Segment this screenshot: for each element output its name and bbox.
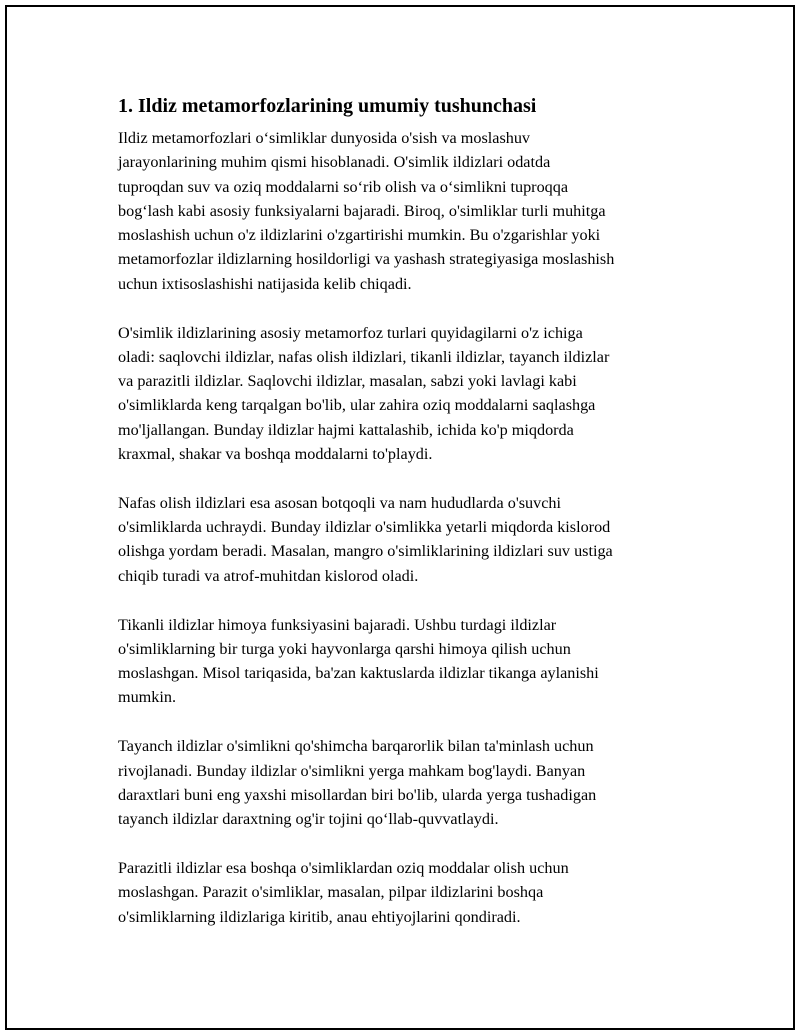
paragraph-line: O'simlik ildizlarining asosiy metamorfoz turlari quyidagilarni o'z ichiga [118, 323, 583, 342]
paragraph-line: mumkin. [118, 688, 177, 707]
paragraph [118, 856, 698, 929]
paragraph-line: metamorfozlar ildizlarning hosildorligi va yashash strategiyasiga moslashish [118, 250, 615, 269]
paragraph-line: oladi: saqlovchi ildizlar, nafas olish ildizlari, tikanli ildizlar, tayanch ildizlar [118, 347, 610, 366]
paragraph-line: olishga yordam beradi. Masalan, mangro o'simliklarining ildizlari suv ustiga [118, 542, 613, 561]
paragraph-line: o'simliklarning ildizlariga kiritib, anau ehtiyojlarini qondiradi. [118, 907, 521, 926]
paragraph-line: o'simliklarda uchraydi. Bunday ildizlar o'simlikka yetarli miqdorda kislorod [118, 518, 611, 537]
paragraph [118, 491, 698, 588]
paragraph-line: daraxtlari buni eng yaxshi misollardan biri bo'lib, ularda yerga tushadigan [118, 785, 597, 804]
paragraph [118, 734, 698, 831]
paragraph [118, 126, 698, 296]
paragraph-line: mo'ljallangan. Bunday ildizlar hajmi kattalashib, ichida ko'p miqdorda [118, 420, 574, 439]
paragraph-line: moslashish uchun o'z ildizlarini o'zgartirishi mumkin. Bu o'zgarishlar yoki [118, 226, 601, 245]
paragraph-line: kraxmal, shakar va boshqa moddalarni to'playdi. [118, 445, 433, 464]
paragraph-line: va parazitli ildizlar. Saqlovchi ildizlar, masalan, sabzi yoki lavlagi kabi [118, 372, 577, 391]
paragraph [118, 613, 698, 710]
document-body [118, 92, 698, 953]
paragraph-line: Nafas olish ildizlari esa asosan botqoqli va nam hududlarda o'suvchi [118, 493, 562, 512]
paragraph-line: Parazitli ildizlar esa boshqa o'simliklardan oziq moddalar olish uchun [118, 858, 569, 877]
paragraph-line: Ildiz metamorfozlari o‘simliklar dunyosida o'sish va moslashuv [118, 129, 531, 147]
paragraph-line: rivojlanadi. Bunday ildizlar o'simlikni yerga mahkam bog'laydi. Banyan [118, 761, 586, 780]
paragraph-line: bog‘lash kabi asosiy funksiyalarni bajaradi. Biroq, o'simliklar turli muhitga [118, 201, 606, 220]
paragraph-line: jarayonlarining muhim qismi hisoblanadi. O'simlik ildizlari odatda [118, 153, 551, 172]
paragraph-line: o'simliklarda keng tarqalgan bo'lib, ular zahira oziq moddalarni saqlashga [118, 396, 596, 415]
paragraph-line: moslashgan. Parazit o'simliklar, masalan, pilpar ildizlarini boshqa [118, 883, 544, 902]
paragraph [118, 321, 698, 467]
paragraph-line: tuproqdan suv va oziq moddalarni so‘rib olish va o‘simlikni tuproqqa [118, 177, 569, 196]
paragraph-line: chiqib turadi va atrof-muhitdan kislorod oladi. [118, 566, 419, 585]
section-title: 1. Ildiz metamorfozlarining umumiy tushunchasi [118, 95, 537, 117]
paragraph-line: uchun ixtisoslashishi natijasida kelib chiqadi. [118, 274, 412, 293]
paragraph-line: moslashgan. Misol tariqasida, ba'zan kaktuslarda ildizlar tikanga aylanishi [118, 664, 599, 683]
paragraph-line: o'simliklarning bir turga yoki hayvonlarga qarshi himoya qilish uchun [118, 639, 571, 658]
paragraph-line: tayanch ildizlar daraxtning og'ir tojini qo‘llab-quvvatlaydi. [118, 810, 499, 829]
paragraph-container [118, 126, 698, 929]
paragraph-line: Tikanli ildizlar himoya funksiyasini bajaradi. Ushbu turdagi ildizlar [118, 615, 557, 634]
paragraph-line: Tayanch ildizlar o'simlikni qo'shimcha barqarorlik bilan ta'minlash uchun [118, 737, 594, 756]
